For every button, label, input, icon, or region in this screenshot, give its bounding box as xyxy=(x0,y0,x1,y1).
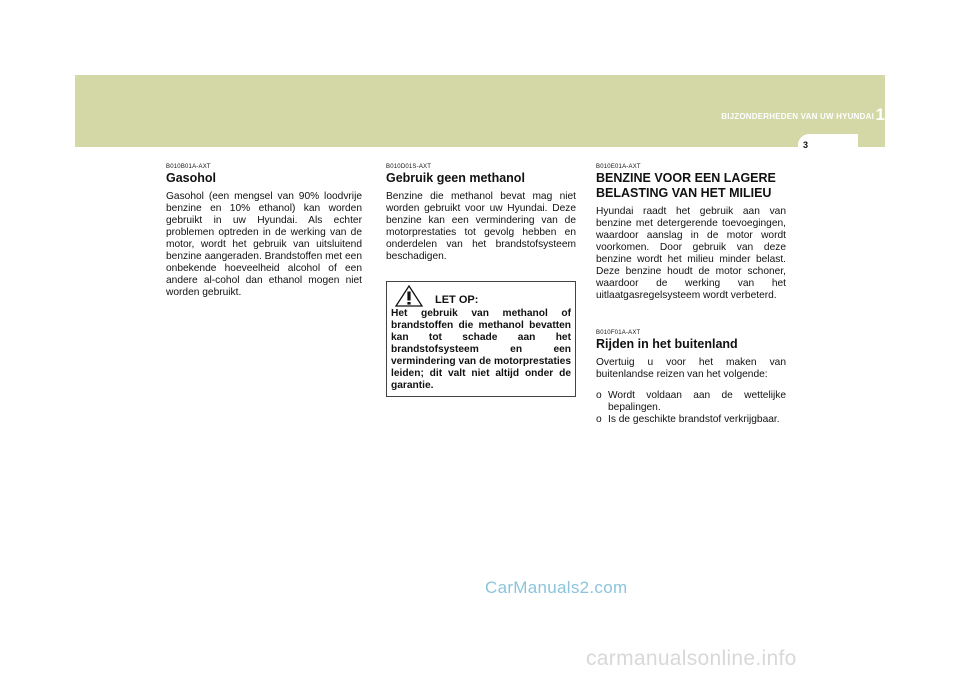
warning-title: LET OP: xyxy=(435,294,479,306)
watermark-carmanualsonline: carmanualsonline.info xyxy=(586,647,797,670)
section-text-methanol: Benzine die methanol bevat mag niet worden gebruikt voor uw Hyundai. Deze benzine kan een vermindering van de motorprestaties tot gevolg hebben en onderdelen van het brandstofsysteem beschadigen. xyxy=(386,191,576,262)
section-code: B010B01A-AXT xyxy=(166,164,211,170)
chapter-number: 1 xyxy=(875,105,885,124)
column-gasohol xyxy=(166,164,362,299)
section-code: B010F01A-AXT xyxy=(596,330,641,336)
chapter-header-band xyxy=(75,75,885,147)
column-methanol xyxy=(386,164,576,397)
column-right xyxy=(596,164,786,426)
section-text-benzine: Hyundai raadt het gebruik aan van benzine met detergerende toevoegingen, waardoor aanslag in de motor wordt voorkomen. Door gebruik van deze benzine wordt het milieu minder belast. Deze benzine houdt de motor schoner, waardoor de werking van het uitlaatgasregelsysteem wordt verbeterd. xyxy=(596,206,786,301)
list-item xyxy=(596,390,786,414)
section-heading-benzine: BENZINE VOOR EEN LAGERE BELASTING VAN HET MILIEU xyxy=(596,171,776,200)
bullet-list xyxy=(596,390,786,426)
section-heading-methanol: Gebruik geen methanol xyxy=(386,171,525,185)
list-item-text: Is de geschikte brandstof verkrijgbaar. xyxy=(608,414,780,425)
watermark-carmanuals2: CarManuals2.com xyxy=(485,578,628,597)
warning-triangle-icon xyxy=(395,285,423,307)
section-text-gasohol: Gasohol (een mengsel van 90% loodvrije benzine en 10% ethanol) kan worden gebruikt in uw Hyundai. Als echter problemen optreden in de werking van de motor, wordt het gebruik van uitsluitend benzine aangeraden. Brandstoffen met een onbekende hoeveelheid alcohol of een andere al-cohol dan ethanol mogen niet worden gebruikt. xyxy=(166,191,362,298)
warning-box xyxy=(386,281,576,397)
warning-header xyxy=(391,285,571,307)
section-buitenland xyxy=(596,330,786,426)
warning-text: Het gebruik van methanol of brandstoffen die methanol bevatten kan tot schade aan het brandstofsysteem en een vermindering van de motorprestaties leiden; dit valt niet altijd onder de garantie. xyxy=(391,308,571,391)
section-code: B010E01A-AXT xyxy=(596,164,641,170)
section-benzine-milieu xyxy=(596,164,786,302)
bullet-mark: o xyxy=(596,414,602,425)
section-text-buitenland: Overtuig u voor het maken van buitenlandse reizen van het volgende: xyxy=(596,357,786,380)
section-heading-gasohol: Gasohol xyxy=(166,171,217,185)
list-item-text: Wordt voldaan aan de wettelijke bepalingen. xyxy=(608,390,786,413)
list-item xyxy=(596,414,786,426)
bullet-mark: o xyxy=(596,390,602,401)
page-number: 3 xyxy=(803,140,809,150)
section-code: B010D01S-AXT xyxy=(386,164,432,170)
chapter-title: BIJZONDERHEDEN VAN UW HYUNDAI xyxy=(721,112,874,121)
section-heading-buitenland: Rijden in het buitenland xyxy=(596,337,738,351)
